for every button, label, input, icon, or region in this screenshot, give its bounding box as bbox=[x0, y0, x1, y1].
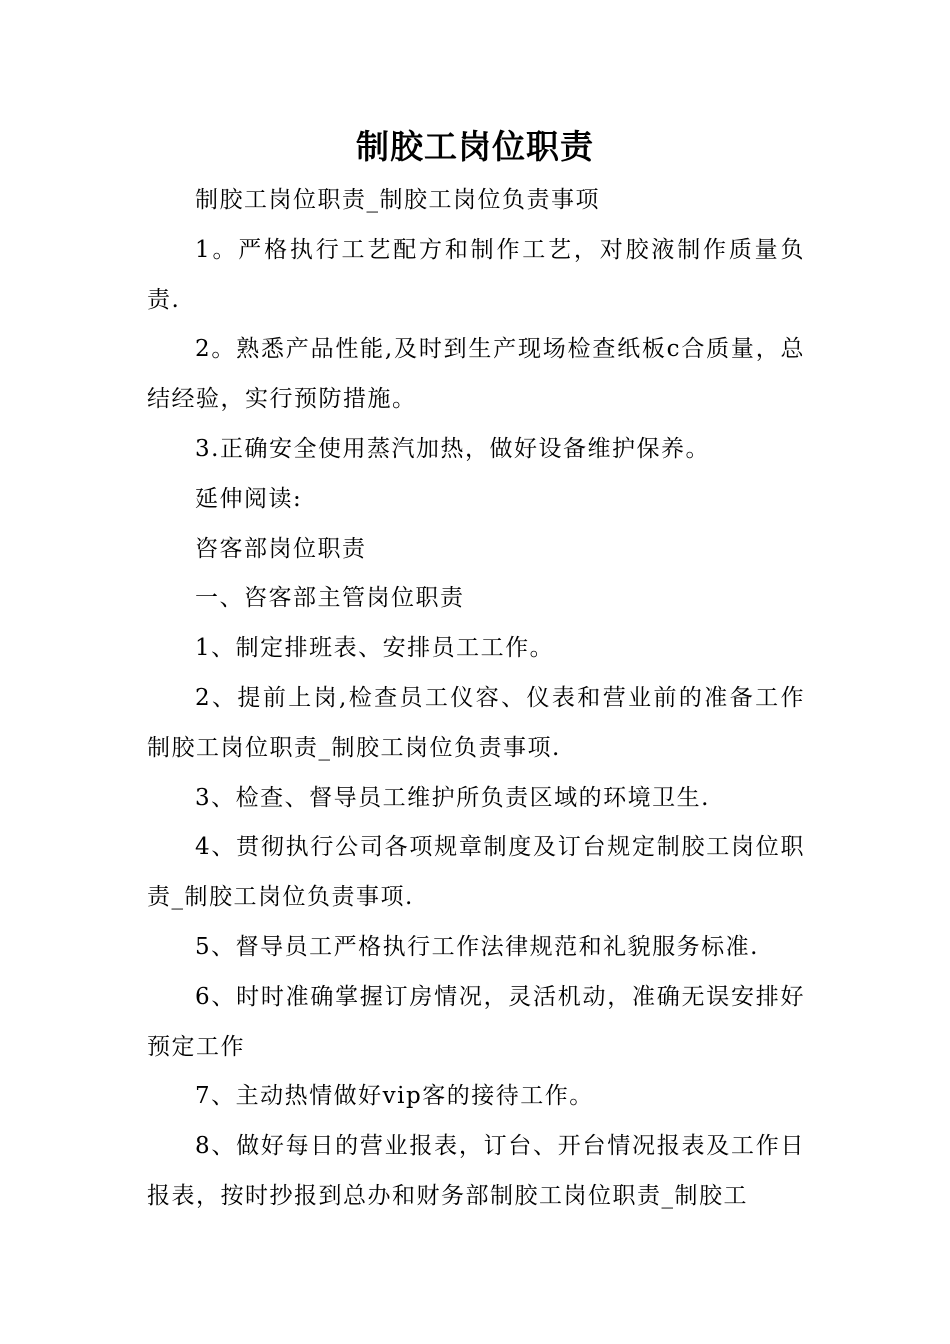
paragraph-duty-1: 1、制定排班表、安排员工工作。 bbox=[195, 635, 555, 662]
paragraph-duty-6: 6、时时准确掌握订房情况，灵活机动，准确无误安排好预定工作 bbox=[147, 983, 805, 1060]
paragraph-duty-5: 5、督导员工严格执行工作法律规范和礼貌服务标准. bbox=[195, 933, 759, 960]
document-body bbox=[147, 176, 805, 1222]
paragraph-duty-8: 8、做好每日的营业报表，订台、开台情况报表及工作日报表，按时抄报到总办和财务部制胶工岗位职责_制胶工 bbox=[147, 1133, 805, 1209]
paragraph-section-heading: 咨客部岗位职责 bbox=[195, 535, 367, 562]
paragraph-subtitle: 制胶工岗位职责_制胶工岗位负责事项 bbox=[195, 187, 600, 213]
paragraph-duty-7: 7、主动热情做好vip客的接待工作。 bbox=[195, 1083, 594, 1110]
document-title: 制胶工岗位职责 bbox=[356, 127, 594, 166]
paragraph-item-1: 1。严格执行工艺配方和制作工艺，对胶液制作质量负责. bbox=[147, 236, 805, 313]
paragraph-duty-4: 4、贯彻执行公司各项规章制度及订台规定制胶工岗位职责_制胶工岗位负责事项. bbox=[147, 834, 805, 911]
paragraph-subsection-heading: 一、咨客部主管岗位职责 bbox=[195, 585, 465, 612]
paragraph-item-3: 3.正确安全使用蒸汽加热，做好设备维护保养。 bbox=[195, 435, 710, 462]
paragraph-item-2: 2。熟悉产品性能,及时到生产现场检查纸板c合质量，总结经验，实行预防措施。 bbox=[147, 336, 805, 413]
paragraph-extended-reading: 延伸阅读: bbox=[195, 485, 303, 512]
paragraph-duty-3: 3、检查、督导员工维护所负责区域的环境卫生. bbox=[195, 784, 710, 811]
paragraph-duty-2: 2、提前上岗,检查员工仪容、仪表和营业前的准备工作制胶工岗位职责_制胶工岗位负责事项. bbox=[147, 684, 805, 761]
